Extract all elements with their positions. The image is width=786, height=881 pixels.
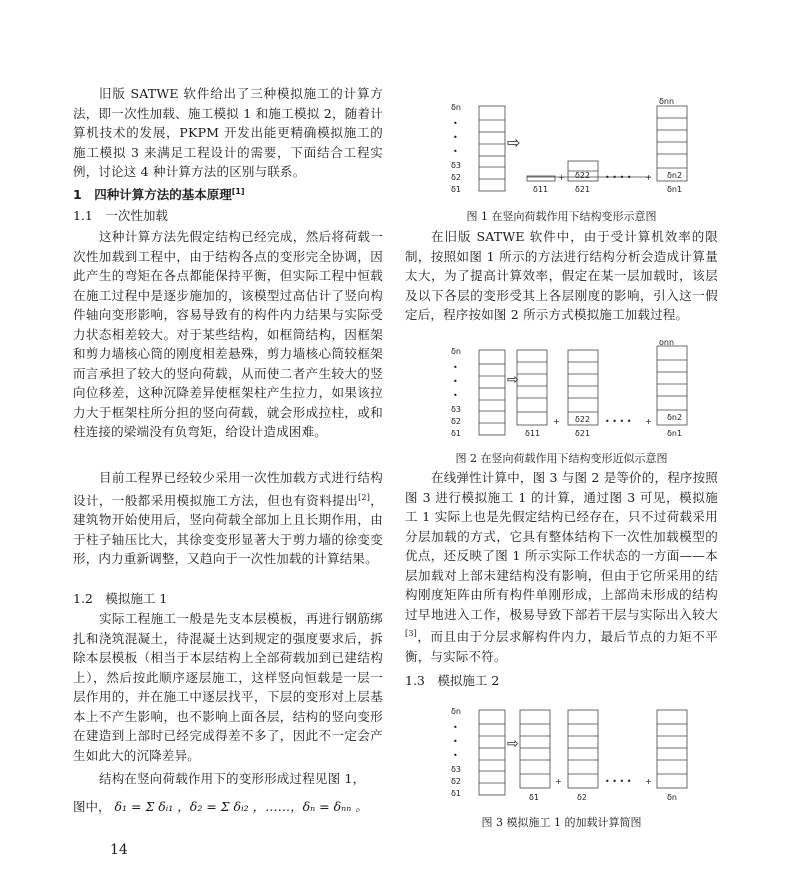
fig3-plus-2: +: [645, 777, 652, 786]
fig1-label-d3: δ3: [451, 161, 461, 170]
fig3-plus-1: +: [555, 777, 562, 786]
figure-3-caption: 图 3 模拟施工 1 的加载计算简图: [481, 816, 642, 829]
fig1-label-dn2: δn2: [667, 171, 683, 180]
paragraph-creep-a: 目前工程界已经较少采用一次性加载方式进行结构设计，一般都采用模拟施工方法，但也有资料提出: [73, 470, 383, 508]
figure-1-svg: [445, 96, 715, 196]
paragraph-fig1-ref: 结构在竖向荷载作用下的变形形成过程见图 1，: [99, 771, 366, 786]
fig2-dot-1: •: [453, 363, 458, 372]
fig1-label-d21: δ21: [575, 185, 591, 194]
paragraph-creep: [73, 468, 383, 569]
equation-prefix: 图中，: [73, 799, 111, 814]
fig3-label-dn: δn: [451, 707, 461, 716]
fig2-label-dn2: δn2: [667, 413, 683, 422]
fig1-dot-3: •: [453, 147, 458, 156]
fig1-label-dnn: δnn: [659, 97, 675, 106]
fig2-label-d3: δ3: [451, 405, 461, 414]
fig1-label-d1: δ1: [451, 185, 461, 194]
fig1-plus-2: +: [645, 173, 652, 182]
section-heading-1-3: 1.3 模拟施工 2: [405, 673, 500, 688]
fig1-label-d22: δ22: [575, 171, 591, 180]
paragraph-linear-elastic: [405, 468, 718, 666]
fig2-dots: • • • •: [605, 417, 632, 426]
ref-2: [2]: [358, 492, 371, 502]
section-heading-1: [73, 185, 245, 203]
figure-1-caption: 图 1 在竖向荷载作用下结构变形示意图: [466, 210, 657, 223]
fig3-dot-2: •: [453, 737, 458, 746]
fig2-label-d22: δ22: [575, 415, 591, 424]
ref-1: [1]: [231, 186, 245, 196]
fig2-label-d11: δ11: [525, 429, 541, 438]
section-heading-1-1: 1.1 一次性加载: [73, 208, 168, 223]
fig3-dots: • • • •: [605, 777, 632, 786]
fig1-dots: • • • •: [605, 173, 632, 182]
figure-2-svg: [445, 340, 715, 440]
fig1-label-d2: δ2: [451, 173, 461, 182]
fig1-label-dn1: δn1: [667, 185, 683, 194]
fig3-dot-1: •: [453, 723, 458, 732]
ref-3: [3]: [405, 629, 417, 638]
figure-2-caption: 图 2 在竖向荷载作用下结构变形近似示意图: [455, 452, 668, 465]
fig1-label-d11: δ11: [533, 185, 549, 194]
fig1-dot-2: •: [453, 133, 458, 142]
fig2-dot-2: •: [453, 377, 458, 386]
fig3-label-d1-result: δ1: [529, 793, 539, 802]
paragraph-construction-sim-1: 实际工程施工一般是先支本层模板，再进行钢筋绑扎和浇筑混凝土，待混凝土达到规定的强度要求后，拆除本层模板（相当于本层结构上全部荷载加到已建结构上），然后按此顺序逐层施工，这样竖向恒载是一层一层作用的，并在施工中逐层找平，下层的变形对上层基本上不产生影响，也不影响上面各层，结构的竖向变形在建造到上部时已经完成得差不多了，因此不一定会产生如此大的沉降差异。: [73, 611, 383, 763]
equation-line: [73, 797, 383, 815]
fig2-arrow: ⇨: [507, 372, 519, 388]
fig2-dot-3: •: [453, 391, 458, 400]
section-heading-1-2: 1.2 模拟施工 1: [73, 591, 168, 606]
equation: δ₁ = Σ δᵢ₁ ，δ₂ = Σ δᵢ₂ ，……，δₙ = δₙₙ 。: [114, 799, 368, 814]
fig3-label-dn-result: δn: [667, 793, 677, 802]
fig3-label-d2: δ2: [451, 777, 461, 786]
paragraph-linear-elastic-a: 在线弹性计算中，图 3 与图 2 是等价的，程序按照图 3 进行模拟施工 1 的计算，通过图 3 可见，模拟施工 1 实际上也是先假定结构已经存在，只不过荷载采用分层加载的方式，它具有整体结构下一次性加载模型的优点，还反映了图 1 所示实际工作状态的一方面——本层加载对上部未建结构没有影响，但由于它所采用的结构刚度矩阵由所有构件单刚形成，上部尚未形成的结构过早地进入工作，极易导致下部若干层与实际出入较大: [405, 470, 719, 622]
fig2-label-dnn: δnn: [659, 340, 675, 347]
fig1-dot-1: •: [453, 119, 458, 128]
paragraph-creep-b: ，建筑物开始使用后，竖向荷载全部加上且长期作用，由于柱子轴压比大，其徐变变形显著大于剪力墙的徐变变形，内力重新调整，又趋向于一次性加载的计算结果。: [73, 492, 384, 567]
fig1-label-dn: δn: [451, 103, 461, 112]
fig3-label-d1: δ1: [451, 789, 461, 798]
fig2-plus-2: +: [645, 417, 652, 426]
paragraph-one-time-loading: 这种计算方法先假定结构已经完成，然后将荷载一次性加载到工程中，由于结构各点的变形完全协调，因此产生的弯矩在各点都能保持平衡，但实际工程中恒载在施工过程中是逐步施加的，该模型过高估计了竖向构件轴向变形影响，容易导致有的构件内力结果与实际受力状态相差较大。对于某些结构，如框筒结构，因框架和剪力墙核心筒的刚度相差悬殊，剪力墙核心筒较框架而言承担了较大的竖向荷载，从而使二者产生较大的竖向位移差，这种沉降差异使框架柱产生拉力，如果该拉力大于框架柱所分担的竖向荷载，就会形成拉柱，或和柱连接的梁端没有负弯矩，给设计造成困难。: [73, 229, 383, 439]
fig1-arrow: ⇨: [507, 133, 521, 152]
fig2-label-dn1: δn1: [667, 429, 683, 438]
figure-3-svg: [445, 700, 715, 805]
fig2-label-d21: δ21: [575, 429, 591, 438]
fig3-label-d2-result: δ2: [577, 793, 587, 802]
paragraph-linear-elastic-b: ，而且由于分层求解构件内力，最后节点的力矩不平衡，与实际不符。: [405, 629, 718, 664]
fig2-label-dn: δn: [451, 347, 461, 356]
paragraph-intro: 旧版 SATWE 软件给出了三种模拟施工的计算方法，即一次性加载、施工模拟 1 和施工模拟 2，随着计算机技术的发展，PKPM 开发出能更精确模拟施工的施工模拟 3 来满足工程设计的需要，下面结合工程实例，讨论这 4 种计算方法的区别与联系。: [73, 86, 383, 179]
section-heading-1-text: 1 四种计算方法的基本原理: [73, 187, 232, 202]
paragraph-old-satwe: 在旧版 SATWE 软件中，由于受计算机效率的限制，按照如图 1 所示的方法进行结构分析会造成计算量太大，为了提高计算效率，假定在某一层加载时，该层及以下各层的变形受其上各层刚度的影响，引入这一假定后，程序按如图 2 所示方式模拟施工加载过程。: [405, 229, 718, 322]
fig3-arrow: ⇨: [507, 736, 519, 752]
fig3-label-d3: δ3: [451, 765, 461, 774]
fig2-label-d2: δ2: [451, 417, 461, 426]
figure-1: [445, 96, 715, 196]
page-number: 14: [110, 842, 128, 858]
fig3-dot-3: •: [453, 751, 458, 760]
fig2-label-d1: δ1: [451, 429, 461, 438]
figure-3: [445, 700, 715, 805]
fig2-plus-1: +: [553, 417, 560, 426]
fig1-plus-1: +: [558, 173, 565, 182]
figure-2: [445, 340, 715, 440]
